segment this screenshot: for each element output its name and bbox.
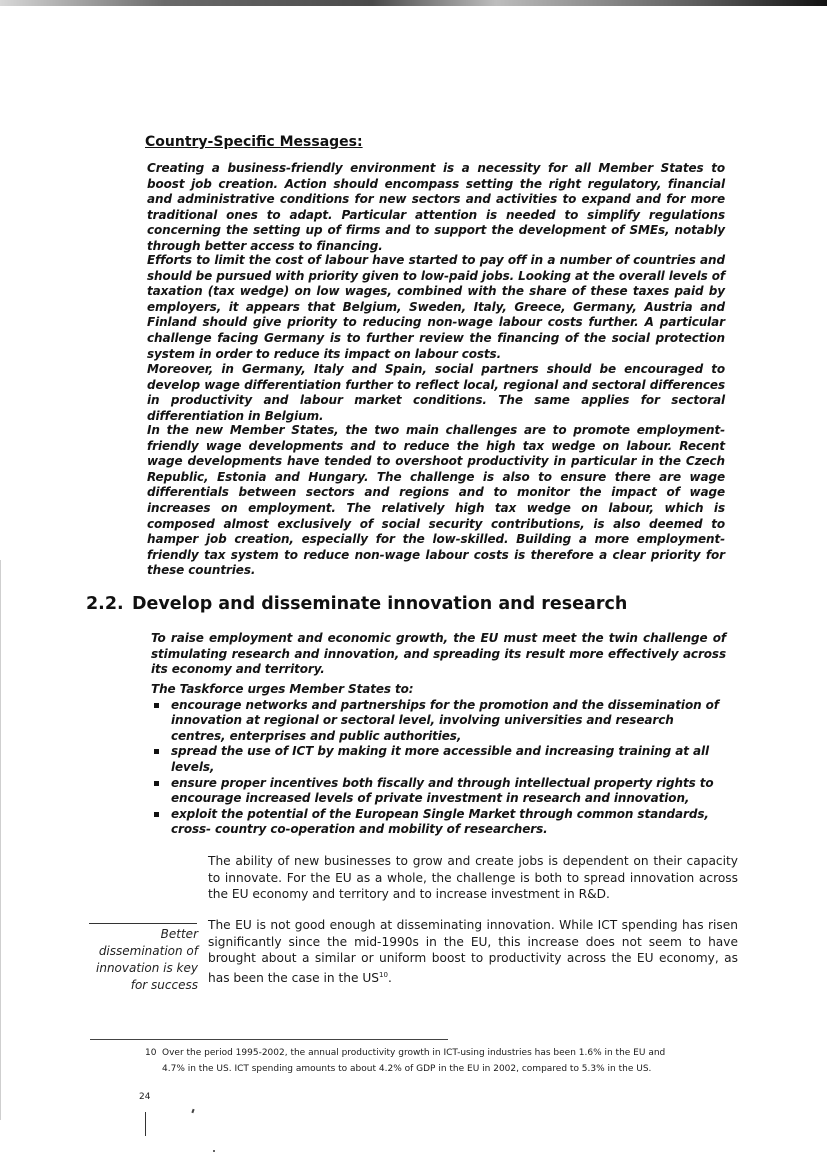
country-specific-heading: Country-Specific Messages: <box>145 134 363 150</box>
margin-note <box>90 926 198 994</box>
body-paragraph-2 <box>208 917 738 986</box>
csm-paragraph-2-block <box>147 253 725 362</box>
bullet-text: ensure proper incentives both fiscally and through intellectual property rights to encourage increased levels of private investment in research and innovation, <box>171 775 714 806</box>
section-title: Develop and disseminate innovation and research <box>132 594 628 614</box>
csm-paragraph-3-block <box>147 362 725 424</box>
taskforce-urges-label: The Taskforce urges Member States to: <box>151 682 414 696</box>
footnote-line-2: 4.7% in the US. ICT spending amounts to about 4.2% of GDP in the EU in 2002, compared to 5.3% in the US. <box>162 1064 652 1074</box>
bullet-item <box>151 698 726 745</box>
csm-paragraph-1: Creating a business-friendly environment is a necessity for all Member States to boost job creation. Action should encompass setting the right regulatory, financial and administrative conditions for new sectors and activities to expand and for more traditional ones to adapt. Particular attention is needed to simplify regulations concerning the setting up of firms and to support the development of SMEs, notably through better access to financing. <box>147 161 725 253</box>
margin-note-line: innovation is key <box>96 961 198 975</box>
bullet-text: encourage networks and partnerships for the promotion and the dissemination of innovation at regional or sectoral level, involving universities and research centres, enterprises and public authorities, <box>171 697 719 743</box>
footnote <box>145 1045 705 1077</box>
scan-edge-top <box>0 0 827 6</box>
footnote-line-1: Over the period 1995-2002, the annual productivity growth in ICT-using industries has been 1.6% in the EU and <box>162 1048 666 1058</box>
body-paragraph-2-text: The EU is not good enough at disseminating innovation. While ICT spending has risen significantly since the mid-1990s in the EU, this increase does not seem to have brought about a similar or uniform boost to productivity across the EU economy, as has been the case in the US <box>208 918 738 985</box>
bullet-square-icon <box>154 749 159 754</box>
scan-speck <box>191 1109 194 1113</box>
body-paragraph-2-end: . <box>387 970 392 985</box>
margin-note-line: dissemination of <box>98 944 198 958</box>
footnote-rule <box>90 1039 448 1040</box>
page-number: 24 <box>139 1092 151 1102</box>
taskforce-urges-block <box>151 682 726 838</box>
bullet-text: exploit the potential of the European Single Market through common standards, cross- country co-operation and mobility of researchers. <box>171 806 709 837</box>
margin-note-rule <box>89 923 197 924</box>
footnote-reference[interactable]: 10 <box>379 970 388 979</box>
bullet-square-icon <box>154 812 159 817</box>
scan-speck <box>213 1150 215 1152</box>
section-heading <box>86 594 627 614</box>
margin-note-line: Better <box>160 927 198 941</box>
section-intro-block <box>151 631 726 678</box>
page-margin-mark <box>145 1112 146 1136</box>
bullet-item <box>151 807 726 838</box>
bullet-text: spread the use of ICT by making it more accessible and increasing training at all levels, <box>171 744 709 774</box>
csm-paragraph-1-block <box>147 161 725 255</box>
section-number: 2.2. <box>86 594 124 614</box>
csm-paragraph-3: Moreover, in Germany, Italy and Spain, social partners should be encouraged to develop wage differentiation further to reflect local, regional and sectoral differences in productivity and labour market conditions. The same applies for sectoral differentiation in Belgium. <box>147 362 725 423</box>
bullet-item <box>151 776 726 807</box>
bullet-item <box>151 744 726 775</box>
csm-paragraph-2: Efforts to limit the cost of labour have started to pay off in a number of countries and should be pursued with priority given to low-paid jobs. Looking at the overall levels of taxation (tax wedge) on low wages, combined with the share of these taxes paid by employers, it appears that Belgium, Sweden, Italy, Greece, Germany, Austria and Finland should give priority to reducing non-wage labour costs further. A particular challenge facing Germany is to further review the financing of the social protection system in order to reduce its impact on labour costs. <box>147 253 725 361</box>
margin-note-line: for success <box>130 978 198 992</box>
section-intro: To raise employment and economic growth, the EU must meet the twin challenge of stimulating research and innovation, and spreading its result more effectively across its economy and territory. <box>151 631 726 677</box>
footnote-number: 10 <box>145 1048 157 1058</box>
scan-edge-left <box>0 560 1 1120</box>
bullet-square-icon <box>154 781 159 786</box>
csm-paragraph-4-block <box>147 423 725 579</box>
csm-paragraph-4: In the new Member States, the two main challenges are to promote employment-friendly wage developments and to reduce the high tax wedge on labour. Recent wage developments have tended to overshoot productivity in particular in the Czech Republic, Estonia and Hungary. The challenge is also to ensure there are wage differentials between sectors and regions and to monitor the impact of wage increases on employment. The relatively high tax wedge on labour, which is composed almost exclusively of social security contributions, is also deemed to hamper job creation, especially for the low-skilled. Building a more employment-friendly tax system to reduce non-wage labour costs is therefore a clear priority for these countries. <box>147 423 725 578</box>
bullet-square-icon <box>154 703 159 708</box>
body-paragraph-1: The ability of new businesses to grow and create jobs is dependent on their capacity to innovate. For the EU as a whole, the challenge is both to spread innovation across the EU economy and territory and to increase investment in R&D. <box>208 854 738 901</box>
taskforce-bullet-list <box>151 698 726 838</box>
